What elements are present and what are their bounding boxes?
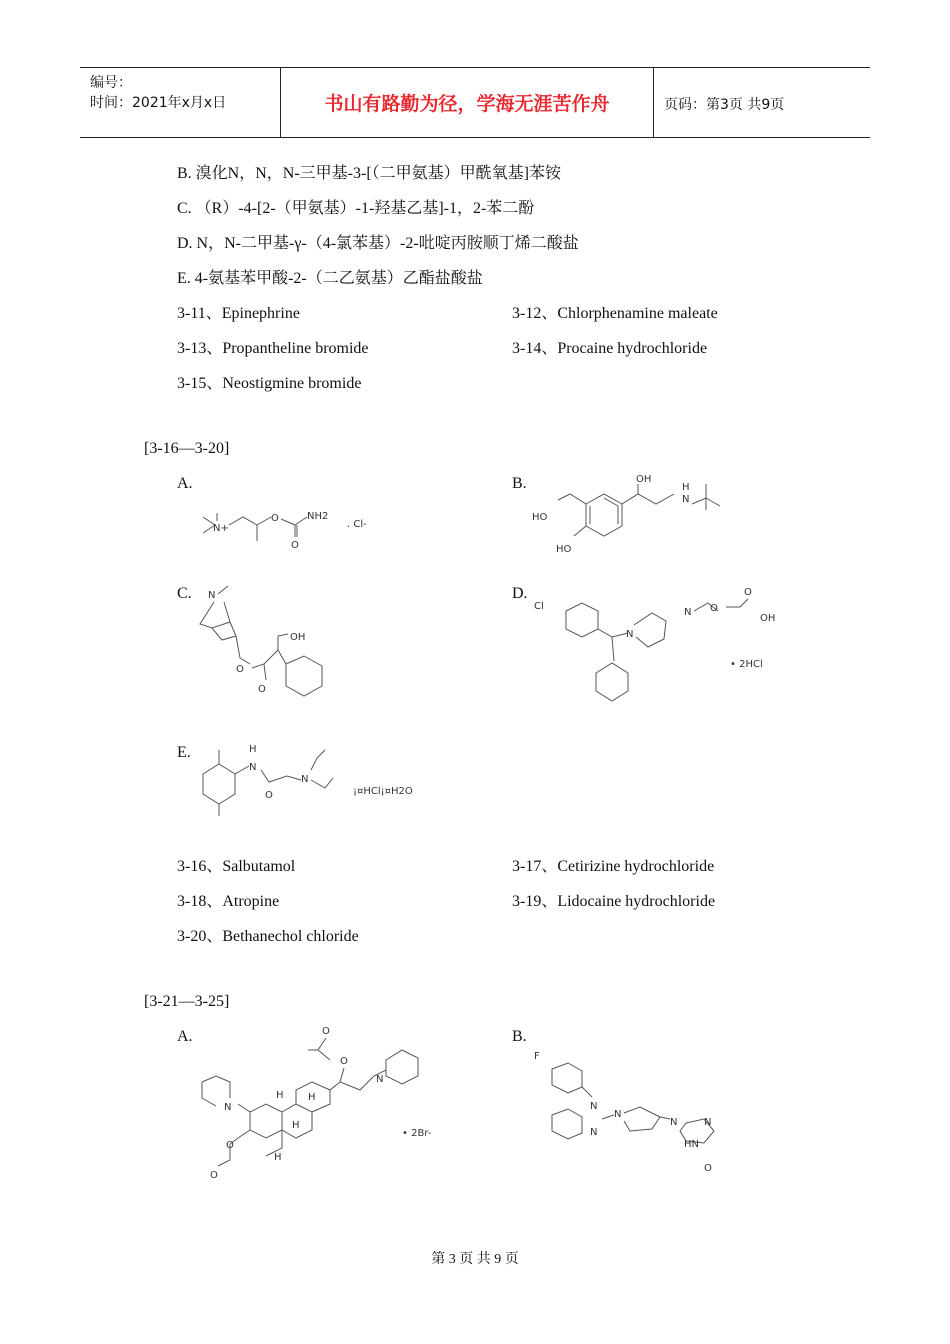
svg-text:O: O bbox=[744, 587, 752, 598]
option-b-text: B. 溴化N，N，N-三甲基-3-[（二甲氨基）甲酰氧基]苯铵 bbox=[177, 165, 561, 182]
question-3-14: 3-14、Procaine hydrochloride bbox=[512, 340, 708, 357]
svg-text:N: N bbox=[684, 607, 692, 618]
structure-a-bethanechol bbox=[195, 505, 385, 560]
svg-text:N: N bbox=[682, 494, 690, 505]
svg-text:N: N bbox=[376, 1074, 384, 1085]
svg-text:N: N bbox=[704, 1117, 712, 1128]
structure-e-label: E. bbox=[177, 744, 191, 761]
question-3-13: 3-13、Propantheline bromide bbox=[177, 340, 369, 357]
svg-text:H: H bbox=[308, 1092, 316, 1103]
section-3-16-3-20-title: [3-16—3-20] bbox=[144, 440, 230, 457]
svg-text:O: O bbox=[271, 513, 279, 524]
question-3-20: 3-20、Bethanechol chloride bbox=[177, 928, 359, 945]
svg-text:HO: HO bbox=[532, 512, 548, 523]
svg-text:OH: OH bbox=[636, 474, 652, 485]
svg-text:N: N bbox=[224, 1102, 232, 1113]
question-3-17: 3-17、Cetirizine hydrochloride bbox=[512, 858, 715, 875]
svg-text:H: H bbox=[292, 1120, 300, 1131]
question-3-18: 3-18、Atropine bbox=[177, 893, 280, 910]
section-3-21-3-25-title: [3-21—3-25] bbox=[144, 993, 230, 1010]
page-footer: 第 3 页 共 9 页 bbox=[431, 1252, 519, 1267]
question-3-12: 3-12、Chlorphenamine maleate bbox=[512, 305, 718, 322]
svg-text:N: N bbox=[208, 590, 216, 601]
structure-d-label: D. bbox=[512, 585, 528, 602]
svg-text:N+: N+ bbox=[213, 523, 229, 534]
svg-text:H: H bbox=[249, 744, 257, 755]
structure-e-lidocaine bbox=[195, 740, 425, 825]
option-e-text: E. 4-氨基苯甲酸-2-（二乙氨基）乙酯盐酸盐 bbox=[177, 270, 483, 287]
svg-text:HO: HO bbox=[556, 544, 572, 555]
svg-text:• 2Br-: • 2Br- bbox=[402, 1128, 432, 1139]
svg-text:N: N bbox=[301, 774, 309, 785]
svg-text:O: O bbox=[258, 684, 266, 695]
svg-text:HN: HN bbox=[684, 1139, 699, 1150]
svg-text:. Cl-: . Cl- bbox=[347, 519, 367, 530]
svg-text:N: N bbox=[590, 1127, 598, 1138]
svg-text:OH: OH bbox=[290, 632, 306, 643]
structure-d-cetirizine bbox=[530, 585, 790, 715]
svg-text:O: O bbox=[291, 540, 299, 551]
header-page-label: 页码：第3页 共9页 bbox=[664, 97, 785, 113]
svg-text:O: O bbox=[265, 790, 273, 801]
svg-text:O: O bbox=[226, 1140, 234, 1151]
svg-text:O: O bbox=[704, 1163, 712, 1174]
svg-text:O: O bbox=[340, 1056, 348, 1067]
svg-text:N: N bbox=[670, 1117, 678, 1128]
svg-text:O: O bbox=[710, 603, 718, 614]
header-time-label: 时间：2021年x月x日 bbox=[90, 95, 227, 111]
question-3-15: 3-15、Neostigmine bromide bbox=[177, 375, 362, 392]
svg-text:• 2HCl: • 2HCl bbox=[730, 659, 763, 670]
svg-text:Cl: Cl bbox=[534, 601, 544, 612]
svg-text:O: O bbox=[236, 664, 244, 675]
structure-3a-label: A. bbox=[177, 1028, 193, 1045]
svg-text:F: F bbox=[534, 1051, 540, 1062]
structure-c-atropine bbox=[190, 580, 350, 715]
page-header bbox=[80, 67, 870, 138]
svg-text:H: H bbox=[276, 1090, 284, 1101]
structure-3b-label: B. bbox=[512, 1028, 527, 1045]
svg-text:H: H bbox=[274, 1152, 282, 1163]
structure-c-label: C. bbox=[177, 585, 192, 602]
svg-text:N: N bbox=[590, 1101, 598, 1112]
svg-text:¡¤HCl¡¤H2O: ¡¤HCl¡¤H2O bbox=[353, 786, 413, 797]
header-motto: 书山有路勤为径，学海无涯苦作舟 bbox=[281, 68, 654, 137]
svg-text:NH2: NH2 bbox=[307, 511, 329, 522]
svg-text:N: N bbox=[626, 629, 634, 640]
svg-text:N: N bbox=[249, 762, 257, 773]
structure-3b-mizolastine bbox=[530, 1045, 730, 1180]
option-c-text: C. （R）-4-[2-（甲氨基）-1-羟基乙基]-1，2-苯二酚 bbox=[177, 200, 535, 217]
svg-text:H: H bbox=[682, 482, 690, 493]
structure-3a-pancuronium bbox=[190, 1020, 450, 1190]
option-d-text: D. N，N-二甲基-γ-（4-氯苯基）-2-吡啶丙胺顺丁烯二酸盐 bbox=[177, 235, 579, 252]
svg-text:N: N bbox=[614, 1109, 622, 1120]
svg-text:O: O bbox=[322, 1026, 330, 1037]
question-3-16: 3-16、Salbutamol bbox=[177, 858, 296, 875]
header-number-label: 编号： bbox=[90, 75, 132, 91]
structure-b-salbutamol bbox=[530, 470, 740, 565]
structure-a-label: A. bbox=[177, 475, 193, 492]
question-3-11: 3-11、Epinephrine bbox=[177, 305, 300, 322]
structure-b-label: B. bbox=[512, 475, 527, 492]
header-meta bbox=[80, 68, 281, 137]
svg-text:O: O bbox=[210, 1170, 218, 1181]
question-3-19: 3-19、Lidocaine hydrochloride bbox=[512, 893, 716, 910]
svg-text:OH: OH bbox=[760, 613, 776, 624]
